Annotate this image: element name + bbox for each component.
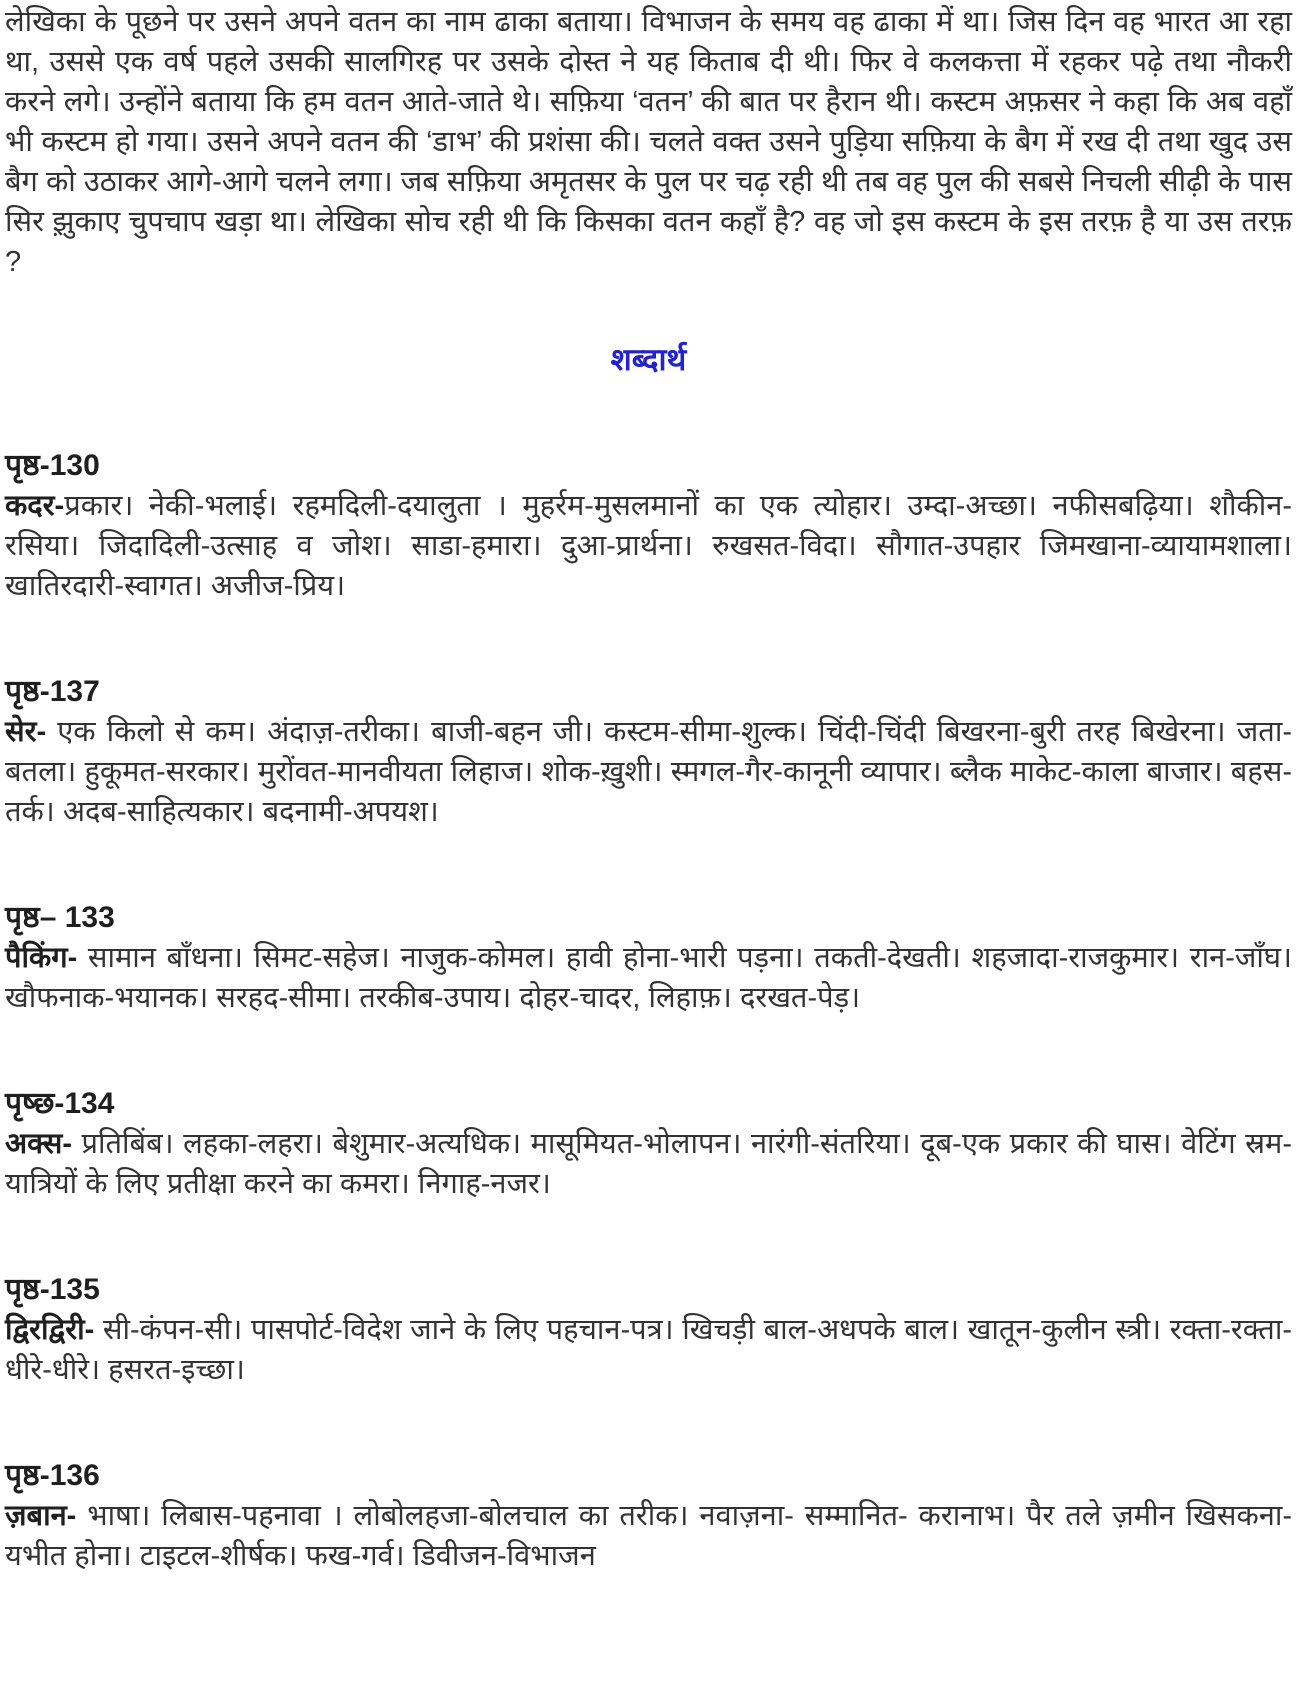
word-section-page-133 — [5, 898, 1292, 1018]
section-definitions-text: प्रतिबिंब। लहका-लहरा। बेशुमार-अत्यधिक। मासूमियत-भोलापन। नारंगी-संतरिया। दूब-एक प्रकार की घास। वेटिंग स्रम-यात्रियों के लिए प्रतीक्षा करने का कमरा। निगाह-नजर। — [5, 1128, 1292, 1200]
section-definitions — [5, 938, 1292, 1018]
word-section-page-134 — [5, 1084, 1292, 1204]
section-page-number: पृष्ठ-130 — [5, 449, 100, 482]
section-definitions-text: प्रकार। नेकी-भलाई। रहमदिली-दयालुता । मुहर्रम-मुसलमानों का एक त्योहार। उम्दा-अच्छा। नफीसबढ़िया। शौकीन-रसिया। जिदादिली-उत्साह व जोश। साडा-हमारा। दुआ-प्रार्थना। रुखसत-विदा। सौगात-उपहार जिमखाना-व्यायामशाला। खातिरदारी-स्वागत। अजीज-प्रिय। — [5, 490, 1292, 602]
word-section-page-135 — [5, 1270, 1292, 1390]
section-definitions — [5, 486, 1292, 606]
section-lead-term: अक्स- — [5, 1128, 73, 1160]
section-definitions — [5, 1496, 1292, 1576]
word-section-page-130 — [5, 446, 1292, 606]
summary-paragraph: लेखिका के पूछने पर उसने अपने वतन का नाम ढाका बताया। विभाजन के समय वह ढाका में था। जिस दिन वह भारत आ रहा था, उससे एक वर्ष पहले उसकी सालगिरह पर उसके दोस्त ने यह किताब दी थी। फिर वे कलकत्ता में रहकर पढ़े तथा नौकरी करने लगे। उन्होंने बताया कि हम वतन आते-जाते थे। सफ़िया ‘वतन’ की बात पर हैरान थी। कस्टम अफ़सर ने कहा कि अब वहाँ भी कस्टम हो गया। उसने अपने वतन की ‘डाभ’ की प्रशंसा की। चलते वक्त उसने पुड़िया सफ़िया के बैग में रख दी तथा खुद उस बैग को उठाकर आगे-आगे चलने लगा। जब सफ़िया अमृतसर के पुल पर चढ़ रही थी तब वह पुल की सबसे निचली सीढ़ी के पास सिर झ़ुकाए चुपचाप खड़ा था। लेखिका सोच रही थी कि किसका वतन कहाँ है? वह जो इस कस्टम के इस तरफ़ है या उस तरफ़ ? — [5, 6, 1292, 278]
word-section-page-136 — [5, 1456, 1292, 1576]
section-lead-term: सेर- — [5, 716, 47, 748]
section-definitions — [5, 1124, 1292, 1204]
word-section-page-137 — [5, 672, 1292, 832]
section-lead-term: ज़बान- — [5, 1500, 77, 1532]
section-page-number: पृष्ठ– 133 — [5, 901, 115, 934]
section-definitions-text: सामान बाँधना। सिमट-सहेज। नाजुक-कोमल। हावी होना-भारी पड़ना। तकती-देखती। शहजादा-राजकुमार। रान-जाँघ। खौफनाक-भयानक। सरहद-सीमा। तरकीब-उपाय। दोहर-चादर, लिहाफ़। दरखत-पेड़। — [5, 942, 1292, 1014]
section-lead-term: कदर- — [5, 490, 65, 522]
section-page-number: पृष्ठ-136 — [5, 1459, 100, 1492]
shabdarth-heading: शब्दार्थ — [610, 342, 687, 377]
section-page-number: पृष्ठ-135 — [5, 1273, 100, 1306]
section-definitions-text: एक किलो से कम। अंदाज़-तरीका। बाजी-बहन जी। कस्टम-सीमा-शुल्क। चिंदी-चिंदी बिखरना-बुरी तरह बिखेरना। जता-बतला। हुकूमत-सरकार। मुरोंवत-मानवीयता लिहाज। शोक-ख़ुशी। स्मगल-गैर-कानूनी व्यापार। ब्लैक माकेट-काला बाजार। बहस-तर्क। अदब-साहित्यकार। बदनामी-अपयश। — [5, 716, 1292, 828]
section-lead-term: पैकिंग- — [5, 942, 78, 974]
section-definitions — [5, 712, 1292, 832]
section-lead-term: द्विरद्विरी- — [5, 1314, 95, 1346]
section-definitions-text: सी-कंपन-सी। पासपोर्ट-विदेश जाने के लिए पहचान-पत्र। खिचड़ी बाल-अधपके बाल। खातून-कुलीन स्त्री। रक्ता-रक्ता-धीरे-धीरे। हसरत-इच्छा। — [5, 1314, 1292, 1386]
section-page-number: पृष्छ-134 — [5, 1087, 115, 1120]
section-page-number: पृष्ठ-137 — [5, 675, 100, 708]
section-definitions — [5, 1310, 1292, 1390]
section-definitions-text: भाषा। लिबास-पहनावा । लोबोलहजा-बोलचाल का तरीक। नवाज़ना- सम्मानित- करानाभ। पैर तले ज़मीन खिसकना- यभीत होना। टाइटल-शीर्षक। फख-गर्व। डिवीजन-विभाजन — [5, 1500, 1292, 1572]
